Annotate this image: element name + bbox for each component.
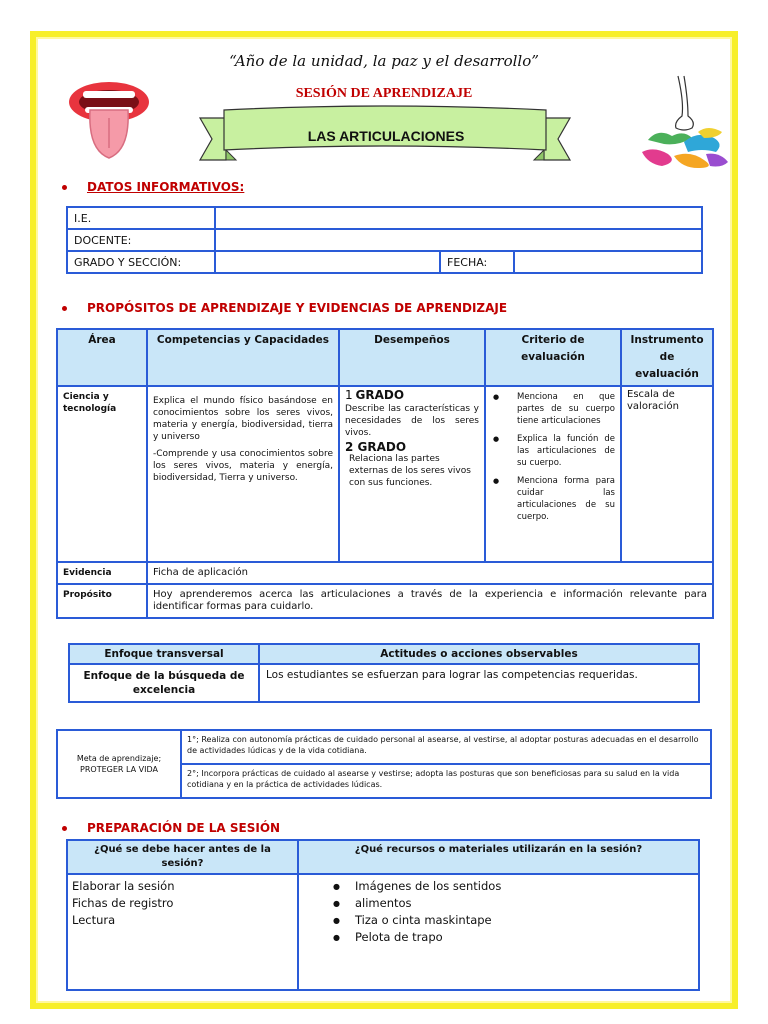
fecha-field[interactable] <box>514 251 702 273</box>
ie-label: I.E. <box>67 207 215 229</box>
bullet-icon <box>62 306 67 311</box>
list-item: ● Menciona forma para cuidar las articulaciones de su cuerpo. <box>491 475 615 523</box>
banner-title: LAS ARTICULACIONES <box>307 128 465 144</box>
enfoque-name: Enfoque de la búsqueda de excelencia <box>69 664 259 702</box>
evidencia-label: Evidencia <box>57 562 147 584</box>
instrumento-value: Escala de valoración <box>621 386 713 562</box>
proposito-label: Propósito <box>57 584 147 618</box>
competencia-2: -Comprende y usa conocimientos sobre los seres vivos, materia y energía, biodiversidad, Tierra y universo. <box>153 449 333 483</box>
list-item: Lectura <box>72 913 116 927</box>
preparacion-table <box>66 839 700 991</box>
meta-item-2: 2°; Incorpora prácticas de cuidado al asearse y vestirse; adopta las posturas que son beneficiosas para su salud en la vida cotidiana y en la práctica de actividades lúdicas. <box>181 764 711 798</box>
grado1-text: Describe las características y necesidades de los seres vivos. <box>345 404 479 438</box>
list-item: ● Imágenes de los sentidos <box>333 878 694 895</box>
header-instrumento: Instrumento de evaluación <box>621 329 713 386</box>
meta-item-1: 1°; Realiza con autonomía prácticas de cuidado personal al asearse, al vestirse, al adoptar posturas adecuadas en el desarrollo de actividades lúdicas y de la vida cotidiana. <box>181 730 711 764</box>
list-item: ● Tiza o cinta maskintape <box>333 912 694 929</box>
enfoque-header: Enfoque transversal <box>69 644 259 664</box>
docente-field[interactable] <box>215 229 702 251</box>
list-item: Elaborar la sesión <box>72 879 175 893</box>
preparacion-heading: PREPARACIÓN DE LA SESIÓN <box>62 821 280 835</box>
list-item: ● Pelota de trapo <box>333 929 694 946</box>
motto: “Año de la unidad, la paz y el desarrollo” <box>229 52 539 70</box>
list-item: ● alimentos <box>333 895 694 912</box>
proposito-value: Hoy aprenderemos acerca las articulaciones a través de la experiencia e información relevante para identificar formas para cuidarlo. <box>147 584 713 618</box>
grado2-heading: 2 GRADO <box>345 440 407 454</box>
recursos-header: ¿Qué recursos o materiales utilizarán en la sesión? <box>298 840 699 874</box>
criterio-list <box>491 391 615 523</box>
header-area: Área <box>57 329 147 386</box>
antes-header: ¿Qué se debe hacer antes de la sesión? <box>67 840 298 874</box>
bullet-icon <box>62 826 67 831</box>
datos-table <box>66 206 703 274</box>
fecha-label: FECHA: <box>440 251 514 273</box>
grado2-text: Relaciona las partes externas de los seres vivos con sus funciones. <box>349 454 471 488</box>
competencia-1: Explica el mundo físico basándose en conocimientos sobre los seres vivos, materia y energía, biodiversidad, tierra y universo <box>153 396 333 442</box>
meta-table <box>56 729 712 799</box>
grado-field[interactable] <box>215 251 440 273</box>
list-item: ● Menciona en que partes de su cuerpo tiene articulaciones <box>491 391 615 427</box>
session-title: SESIÓN DE APRENDIZAJE <box>295 86 473 101</box>
list-item: Fichas de registro <box>72 896 174 910</box>
propositos-table <box>56 328 714 619</box>
meta-label: Meta de aprendizaje; PROTEGER LA VIDA <box>57 730 181 798</box>
grado-label: GRADO Y SECCIÓN: <box>67 251 215 273</box>
header-competencias: Competencias y Capacidades <box>147 329 339 386</box>
list-item: ● Explica la función de las articulaciones de su cuerpo. <box>491 433 615 469</box>
evidencia-value: Ficha de aplicación <box>147 562 713 584</box>
area-value: Ciencia y tecnología <box>57 386 147 562</box>
bullet-icon <box>62 185 67 190</box>
datos-heading: DATOS INFORMATIVOS: <box>62 180 244 194</box>
propositos-heading: PROPÓSITOS DE APRENDIZAJE Y EVIDENCIAS DE APRENDIZAJE <box>62 301 507 315</box>
header-criterio: Criterio de evaluación <box>485 329 621 386</box>
actitudes-header: Actitudes o acciones observables <box>259 644 699 664</box>
ie-field[interactable] <box>215 207 702 229</box>
enfoque-table <box>68 643 700 703</box>
recursos-list <box>303 878 694 946</box>
header-desempenos: Desempeños <box>339 329 485 386</box>
enfoque-value: Los estudiantes se esfuerzan para lograr las competencias requeridas. <box>259 664 699 702</box>
docente-label: DOCENTE: <box>67 229 215 251</box>
grado1-heading: 1 GRADO <box>345 388 405 402</box>
